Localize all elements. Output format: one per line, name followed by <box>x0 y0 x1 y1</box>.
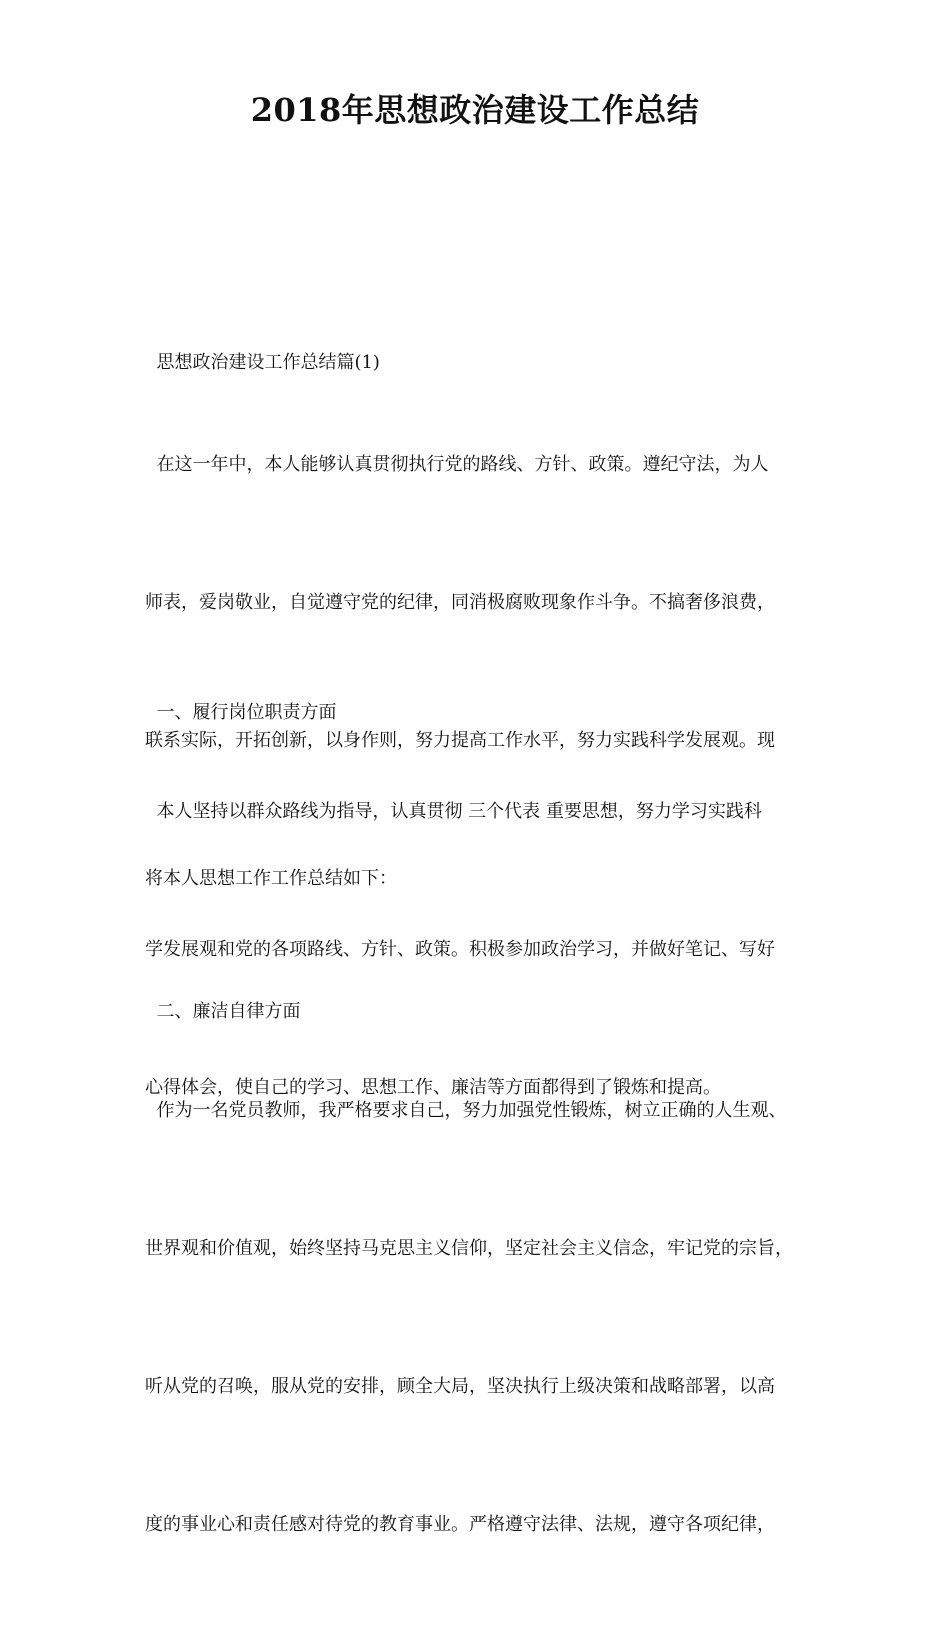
document-title: 2018年思想政治建设工作总结 <box>250 91 700 129</box>
paragraph-line: 本人坚持以群众路线为指导，认真贯彻 三个代表 重要思想，努力学习实践科 <box>145 801 762 822</box>
paragraph-line: 联系实际，开拓创新，以身作则，努力提高工作水平，努力实践科学发展观。现 <box>145 730 775 751</box>
subtitle-text: 思想政治建设工作总结篇(1) <box>145 352 380 373</box>
paragraph-line: 听从党的召唤，服从党的安排，顾全大局，坚决执行上级决策和战略部署，以高 <box>145 1376 775 1397</box>
paragraph-line: 世界观和价值观，始终坚持马克思主义信仰，坚定社会主义信念，牢记党的宗旨， <box>145 1238 793 1259</box>
paragraph-line: 度的事业心和责任感对待党的教育事业。严格遵守法律、法规，遵守各项纪律， <box>145 1514 775 1535</box>
paragraph-line: 将本人思想工作工作总结如下： <box>145 868 397 889</box>
paragraph-line: 作为一名党员教师，我严格要求自己，努力加强党性锻炼，树立正确的人生观、 <box>145 1100 787 1121</box>
paragraph-line: 学发展观和党的各项路线、方针、政策。积极参加政治学习，并做好笔记、写好 <box>145 939 775 960</box>
section-heading-text: 一、履行岗位职责方面 <box>145 702 337 723</box>
paragraph-line: 师表，爱岗敬业，自觉遵守党的纪律，同消极腐败现象作斗争。不搞奢侈浪费， <box>145 592 775 613</box>
paragraph-line: 在这一年中，本人能够认真贯彻执行党的路线、方针、政策。遵纪守法，为人 <box>145 454 769 475</box>
section-heading-text: 二、廉洁自律方面 <box>145 1001 301 1022</box>
paragraph-line: 心得体会，使自己的学习、思想工作、廉洁等方面都得到了锻炼和提高。 <box>145 1077 721 1098</box>
section2-paragraph <box>145 996 817 1640</box>
